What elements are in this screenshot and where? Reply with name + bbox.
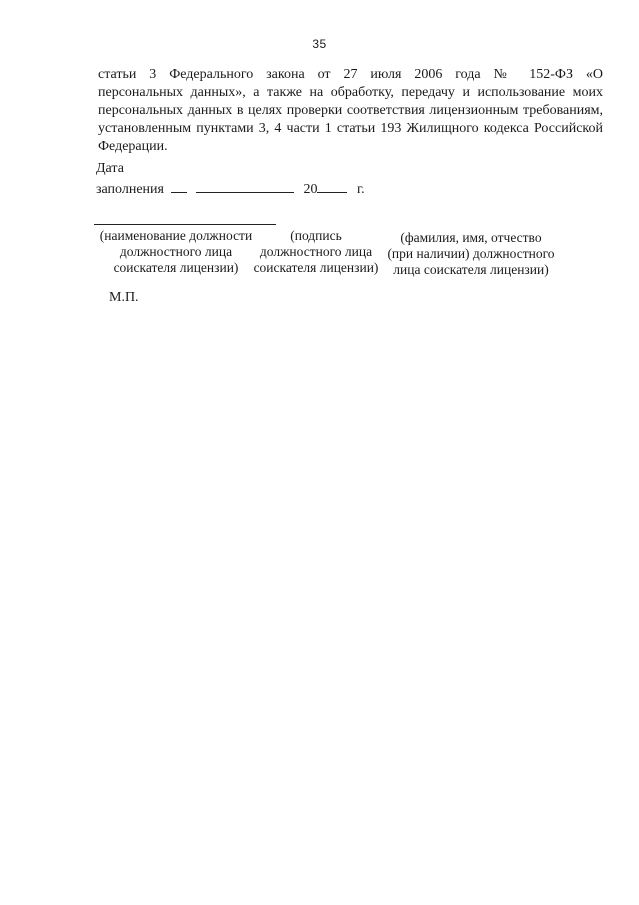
caption-line: (при наличии) должностного [387,246,555,261]
caption-line: соискателя лицензии) [253,260,379,275]
caption-line: должностного лица [119,244,233,259]
date-row [96,179,365,200]
date-label: Дата [96,161,124,176]
paragraph-line: статьи 3 Федерального закона от 27 июля 2006 года № 152-ФЗ «О [98,67,603,82]
full-name-caption [376,230,566,278]
year-prefix: 20 [303,182,318,197]
caption-line: соискателя лицензии) [113,260,239,275]
stamp-place: М.П. [109,290,139,305]
caption-line: должностного лица [259,244,373,259]
date-label-fill: заполнения [96,182,164,197]
year-blank[interactable] [317,179,347,193]
paragraph-line: установленным пунктами 3, 4 части 1 статьи 193 Жилищного кодекса Российской [98,121,603,136]
caption-line: (подпись [290,228,342,243]
position-caption [96,228,256,276]
signature-line [94,224,276,225]
month-blank[interactable] [196,179,294,193]
paragraph-line: Федерации. [98,139,168,154]
signature-caption [240,228,392,276]
caption-line: лица соискателя лицензии) [393,262,549,277]
caption-line: (наименование должности [99,228,253,243]
day-blank[interactable] [171,179,187,193]
year-suffix: г. [356,182,365,197]
page-number: 35 [312,37,327,51]
caption-line: (фамилия, имя, отчество [400,230,542,245]
paragraph-line: персональных данных в целях проверки соответствия лицензионным требованиям, [98,103,603,118]
paragraph-line: персональных данных», а также на обработку, передачу и использование моих [98,85,603,100]
